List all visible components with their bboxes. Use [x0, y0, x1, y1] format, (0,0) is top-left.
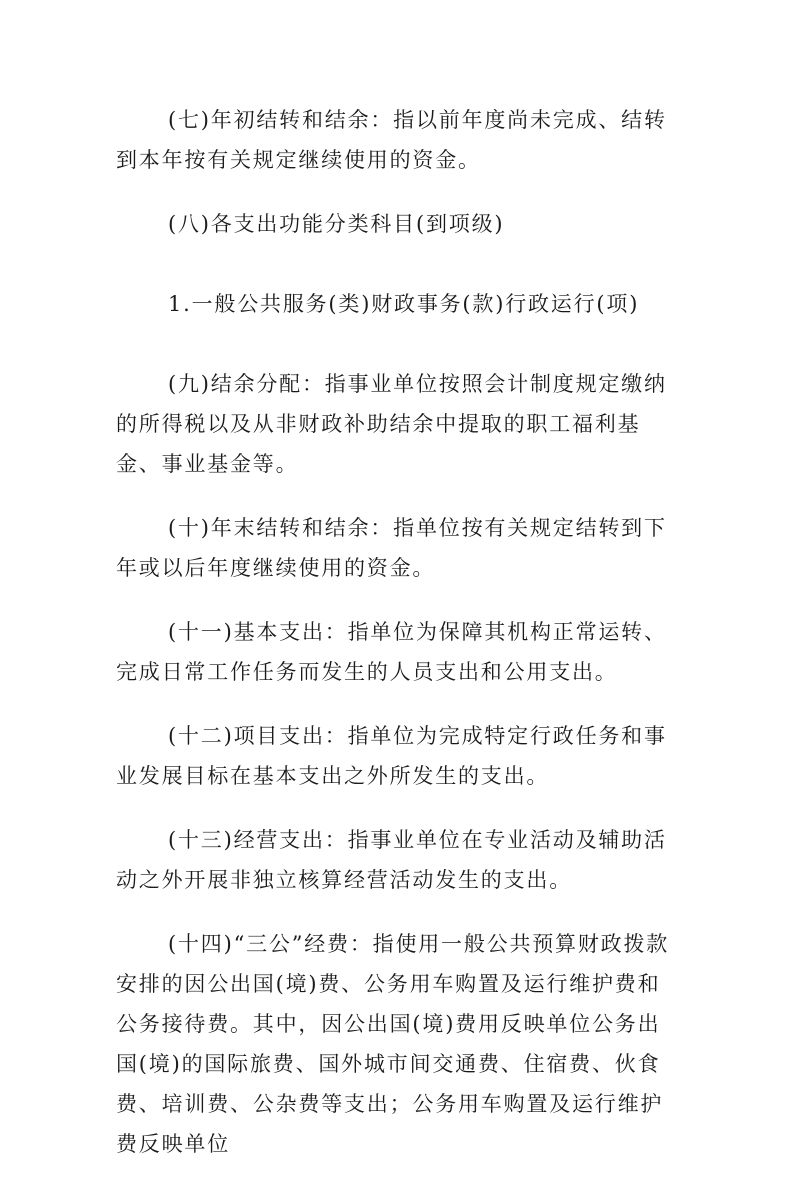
paragraph-operating-expenditure: (十三)经营支出：指事业单位在专业活动及辅助活动之外开展非独立核算经营活动发生的支出。 — [116, 828, 667, 892]
paragraph-three-public-expenses: (十四)“三公”经费：指使用一般公共预算财政拨款安排的因公出国(境)费、公务用车购置及运行维护费和公务接待费。其中，因公出国(境)费用反映单位公务出国(境)的国际旅费、国外城市间交通费、住宿费、伙食费、培训费、公杂费等支出；公务用车购置及运行维护费反映单位 — [116, 932, 670, 1156]
paragraph-carryover-beginning: (七)年初结转和结余：指以前年度尚未完成、结转到本年按有关规定继续使用的资金。 — [116, 108, 667, 172]
paragraph-project-expenditure: (十二)项目支出：指单位为完成特定行政任务和事业发展目标在基本支出之外所发生的支出。 — [116, 724, 667, 788]
paragraph-function-categories-heading: (八)各支出功能分类科目(到项级) — [168, 212, 505, 236]
paragraph-surplus-distribution: (九)结余分配：指事业单位按照会计制度规定缴纳的所得税以及从非财政补助结余中提取的职工福利基金、事业基金等。 — [116, 372, 667, 476]
paragraph-general-public-service: 1.一般公共服务(类)财政事务(款)行政运行(项) — [168, 292, 640, 316]
paragraph-carryover-end: (十)年末结转和结余：指单位按有关规定结转到下年或以后年度继续使用的资金。 — [116, 516, 667, 580]
document-body — [116, 100, 676, 1188]
paragraph-basic-expenditure: (十一)基本支出：指单位为保障其机构正常运转、完成日常工作任务而发生的人员支出和公用支出。 — [116, 620, 667, 684]
